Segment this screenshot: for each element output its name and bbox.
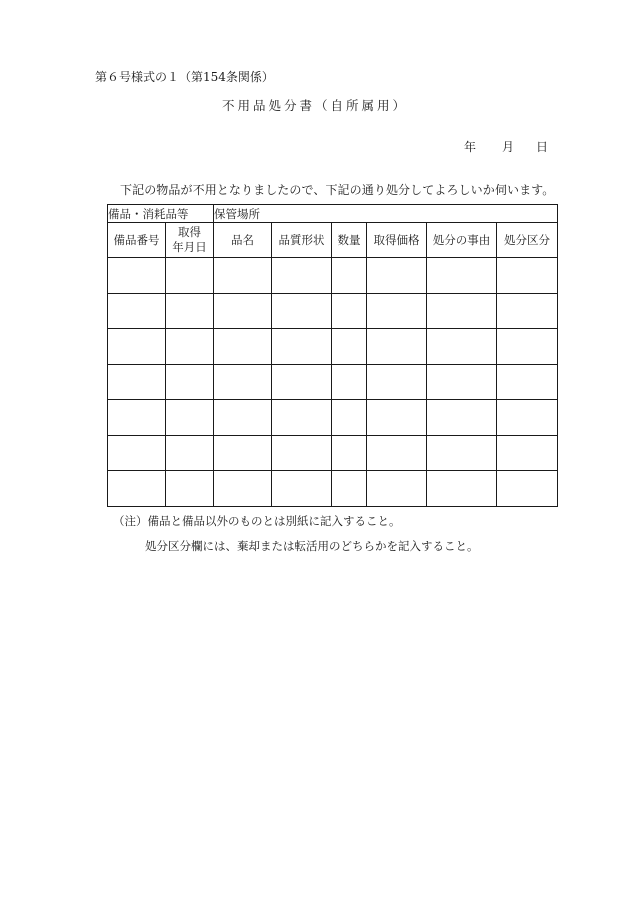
table-row bbox=[108, 329, 558, 365]
table-cell[interactable] bbox=[108, 400, 166, 436]
table-cell[interactable] bbox=[497, 435, 558, 471]
table-cell[interactable] bbox=[332, 471, 367, 507]
table-cell[interactable] bbox=[108, 364, 166, 400]
table-cell[interactable] bbox=[166, 293, 214, 329]
table-cell[interactable] bbox=[427, 435, 497, 471]
table-row bbox=[108, 435, 558, 471]
table-cell[interactable] bbox=[166, 435, 214, 471]
table-cell[interactable] bbox=[166, 329, 214, 365]
table-cell[interactable] bbox=[166, 258, 214, 294]
table-cell[interactable] bbox=[427, 293, 497, 329]
table-row bbox=[108, 364, 558, 400]
table-cell[interactable] bbox=[367, 258, 427, 294]
table-cell[interactable] bbox=[427, 364, 497, 400]
column-header-quality-shape: 品質形状 bbox=[272, 223, 332, 258]
column-header-quantity: 数量 bbox=[332, 223, 367, 258]
table-cell[interactable] bbox=[367, 435, 427, 471]
note-line-2: 処分区分欄には、棄却または転活用のどちらかを記入すること。 bbox=[145, 539, 479, 553]
column-header-disposal-reason: 処分の事由 bbox=[427, 223, 497, 258]
disposal-table bbox=[107, 204, 558, 507]
table-cell[interactable] bbox=[108, 435, 166, 471]
table-row bbox=[108, 400, 558, 436]
table-cell[interactable] bbox=[367, 329, 427, 365]
date-day-label: 日 bbox=[536, 140, 549, 154]
table-cell[interactable] bbox=[108, 293, 166, 329]
table-cell[interactable] bbox=[497, 329, 558, 365]
table-cell[interactable] bbox=[427, 258, 497, 294]
table-cell[interactable] bbox=[497, 471, 558, 507]
table-row bbox=[108, 258, 558, 294]
table-cell[interactable] bbox=[108, 329, 166, 365]
table-top-header-row bbox=[108, 205, 558, 223]
table-cell[interactable] bbox=[332, 400, 367, 436]
table-cell[interactable] bbox=[332, 293, 367, 329]
table-cell[interactable] bbox=[332, 258, 367, 294]
note-line-1: （注）備品と備品以外のものとは別紙に記入すること。 bbox=[113, 514, 401, 528]
table-cell[interactable] bbox=[214, 293, 272, 329]
table-cell[interactable] bbox=[367, 364, 427, 400]
table-cell[interactable] bbox=[214, 435, 272, 471]
table-cell[interactable] bbox=[367, 293, 427, 329]
table-cell[interactable] bbox=[272, 435, 332, 471]
table-cell[interactable] bbox=[272, 400, 332, 436]
table-cell[interactable] bbox=[108, 471, 166, 507]
document-title: 不用品処分書（自所属用） bbox=[221, 98, 408, 113]
table-cell[interactable] bbox=[108, 258, 166, 294]
table-cell[interactable] bbox=[497, 293, 558, 329]
table-cell[interactable] bbox=[427, 400, 497, 436]
table-cell[interactable] bbox=[367, 471, 427, 507]
column-header-acquisition-price: 取得価格 bbox=[367, 223, 427, 258]
table-cell[interactable] bbox=[166, 364, 214, 400]
table-cell[interactable] bbox=[214, 400, 272, 436]
table-cell[interactable] bbox=[427, 329, 497, 365]
table-cell[interactable] bbox=[367, 400, 427, 436]
table-cell[interactable] bbox=[497, 400, 558, 436]
table-cell[interactable] bbox=[427, 471, 497, 507]
column-header-acquisition-date: 取得 年月日 bbox=[166, 223, 214, 258]
table-cell[interactable] bbox=[332, 329, 367, 365]
storage-location-cell: 保管場所 bbox=[214, 205, 558, 223]
column-header-disposal-category: 処分区分 bbox=[497, 223, 558, 258]
table-cell[interactable] bbox=[272, 293, 332, 329]
column-header-item-number: 備品番号 bbox=[108, 223, 166, 258]
table-row bbox=[108, 471, 558, 507]
table-cell[interactable] bbox=[332, 364, 367, 400]
column-header-item-name: 品名 bbox=[214, 223, 272, 258]
table-column-header-row bbox=[108, 223, 558, 258]
table-row bbox=[108, 293, 558, 329]
table-cell[interactable] bbox=[497, 258, 558, 294]
table-cell[interactable] bbox=[332, 435, 367, 471]
table-cell[interactable] bbox=[166, 400, 214, 436]
table-cell[interactable] bbox=[214, 364, 272, 400]
table-cell[interactable] bbox=[214, 471, 272, 507]
request-text: 下記の物品が不用となりましたので、下記の通り処分してよろしいか伺います。 bbox=[120, 183, 555, 197]
table-cell[interactable] bbox=[272, 364, 332, 400]
date-year-label: 年 bbox=[464, 140, 477, 154]
table-cell[interactable] bbox=[272, 258, 332, 294]
form-number: 第６号様式の１（第154条関係） bbox=[95, 70, 274, 84]
table-cell[interactable] bbox=[497, 364, 558, 400]
table-cell[interactable] bbox=[272, 471, 332, 507]
date-month-label: 月 bbox=[502, 140, 515, 154]
table-cell[interactable] bbox=[214, 329, 272, 365]
table-cell[interactable] bbox=[166, 471, 214, 507]
category-cell: 備品・消耗品等 bbox=[108, 205, 214, 223]
table-cell[interactable] bbox=[214, 258, 272, 294]
table-cell[interactable] bbox=[272, 329, 332, 365]
